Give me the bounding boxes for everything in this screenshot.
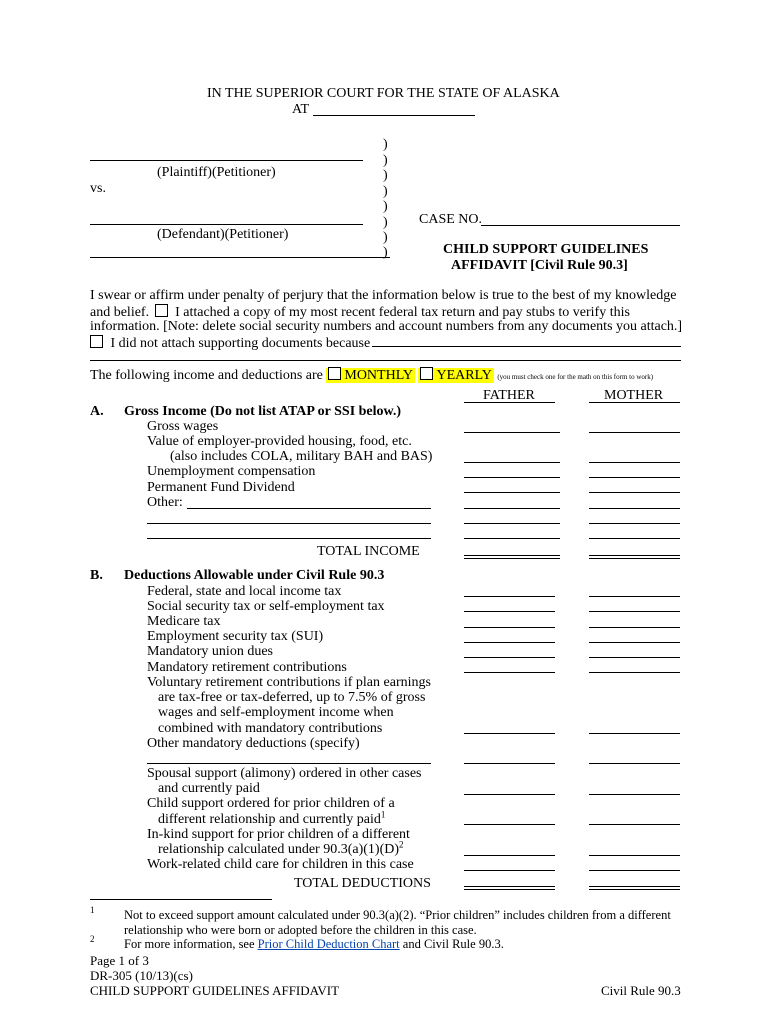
case-no-field[interactable]	[481, 225, 680, 226]
footnote-ref-1: 1	[380, 809, 386, 820]
inkind-support-label: In-kind support for prior children of a different	[147, 827, 410, 842]
father-prior-child-support-field[interactable]	[464, 824, 555, 825]
pfd-label: Permanent Fund Dividend	[147, 480, 295, 495]
prior-child-support-label: Child support ordered for prior children of a	[147, 796, 395, 811]
father-medicare-field[interactable]	[464, 627, 555, 628]
mother-retirement-field[interactable]	[589, 672, 680, 673]
prior-child-deduction-chart-link[interactable]: Prior Child Deduction Chart	[257, 937, 400, 951]
father-spousal-support-field[interactable]	[464, 794, 555, 795]
father-voluntary-retirement-field[interactable]	[464, 733, 555, 734]
caption-paren: )	[383, 153, 388, 168]
form-id: DR-305 (10/13)(cs)	[90, 968, 193, 983]
housing-label: Value of employer-provided housing, food, etc.	[147, 434, 412, 449]
caption-paren: )	[383, 199, 388, 214]
father-total-deductions-field[interactable]	[464, 886, 555, 890]
case-no-label: CASE NO.	[419, 212, 483, 227]
period-lead: The following income and deductions are	[90, 368, 323, 383]
plaintiff-name-field[interactable]	[90, 160, 363, 161]
page-number: Page 1 of 3	[90, 953, 149, 968]
reason-field-continued[interactable]	[90, 360, 681, 361]
union-dues-label: Mandatory union dues	[147, 644, 273, 659]
medicare-label: Medicare tax	[147, 614, 221, 629]
mother-pfd-field[interactable]	[589, 492, 680, 493]
father-header-rule	[464, 402, 555, 403]
mother-prior-child-support-field[interactable]	[589, 824, 680, 825]
father-other-mandatory-field[interactable]	[464, 763, 555, 764]
oath-line2-prefix: and belief.	[90, 305, 150, 320]
mother-union-dues-field[interactable]	[589, 657, 680, 658]
father-other-3-field[interactable]	[464, 538, 560, 539]
defendant-name-field[interactable]	[90, 224, 363, 225]
mother-other-mandatory-field[interactable]	[589, 763, 680, 764]
voluntary-retirement-label: are tax-free or tax-deferred, up to 7.5% of gross	[158, 690, 426, 705]
father-total-income-field[interactable]	[464, 555, 560, 559]
other-mandatory-label: Other mandatory deductions (specify)	[147, 736, 360, 751]
footnote-2-text: For more information, see Prior Child Deduction Chart and Civil Rule 90.3.	[124, 937, 504, 951]
other-income-desc-1[interactable]	[187, 508, 431, 509]
attached-checkbox[interactable]	[155, 304, 168, 317]
mother-sui-field[interactable]	[589, 642, 680, 643]
mother-total-income-field[interactable]	[589, 555, 680, 559]
form-title-line2: AFFIDAVIT [Civil Rule 90.3]	[451, 258, 628, 273]
total-income-label: TOTAL INCOME	[317, 544, 420, 559]
civil-rule: Civil Rule 90.3	[601, 983, 681, 998]
monthly-label: MONTHLY	[344, 368, 413, 383]
mother-ss-tax-field[interactable]	[589, 611, 680, 612]
caption-paren: )	[383, 168, 388, 183]
other-mandatory-desc[interactable]	[147, 763, 431, 764]
form-title-line1: CHILD SUPPORT GUIDELINES	[443, 242, 649, 257]
reason-field[interactable]	[372, 346, 681, 347]
other-income-desc-3[interactable]	[147, 538, 431, 539]
father-sui-field[interactable]	[464, 642, 555, 643]
mother-other-3-field[interactable]	[589, 538, 680, 539]
period-row	[90, 367, 653, 383]
yearly-label: YEARLY	[436, 368, 492, 383]
caption-paren: )	[383, 245, 388, 260]
father-housing-field[interactable]	[464, 462, 560, 463]
father-retirement-field[interactable]	[464, 672, 555, 673]
father-gross-wages-field[interactable]	[464, 432, 560, 433]
income-tax-label: Federal, state and local income tax	[147, 584, 342, 599]
plaintiff-label: (Plaintiff)(Petitioner)	[157, 165, 276, 180]
section-b-letter: B.	[90, 568, 103, 583]
unemployment-label: Unemployment compensation	[147, 464, 316, 479]
period-note: (you must check one for the math on this form to work)	[497, 373, 654, 381]
footnote-1-text: relationship who were born or adopted before the children in this case.	[124, 923, 477, 937]
mother-medicare-field[interactable]	[589, 627, 680, 628]
oath-line2-rest: I attached a copy of my most recent federal tax return and pay stubs to verify this	[175, 305, 630, 320]
yearly-checkbox[interactable]	[420, 367, 433, 380]
spousal-support-label: Spousal support (alimony) ordered in other cases	[147, 766, 422, 781]
footnote-ref-2: 2	[399, 839, 404, 850]
ss-tax-label: Social security tax or self-employment tax	[147, 599, 385, 614]
footnote-1-number: 1	[90, 905, 95, 915]
section-a-letter: A.	[90, 404, 104, 419]
at-location-field[interactable]	[313, 115, 475, 116]
caption-paren: )	[383, 230, 388, 245]
vs-label: vs.	[90, 181, 106, 196]
father-other-2-field[interactable]	[464, 523, 560, 524]
mother-income-tax-field[interactable]	[589, 596, 680, 597]
voluntary-retirement-label: Voluntary retirement contributions if plan earnings	[147, 675, 431, 690]
caption-paren: )	[383, 137, 388, 152]
caption-paren: )	[383, 184, 388, 199]
oath-line4	[90, 335, 370, 351]
court-title: IN THE SUPERIOR COURT FOR THE STATE OF ALASKA	[207, 86, 560, 101]
mother-other-1-field[interactable]	[589, 508, 680, 509]
child-care-label: Work-related child care for children in this case	[147, 857, 414, 872]
defendant-label: (Defendant)(Petitioner)	[157, 227, 289, 242]
other-income-desc-2[interactable]	[147, 523, 431, 524]
mother-child-care-field[interactable]	[589, 870, 680, 871]
inkind-support-label: relationship calculated under $90.3(a)(1)(D)^2$	[158, 839, 404, 857]
housing-sub-label: (also includes COLA, military BAH and BAS)	[170, 449, 433, 464]
mother-unemployment-field[interactable]	[589, 477, 680, 478]
mother-total-deductions-field[interactable]	[589, 886, 680, 890]
footnote-separator	[90, 899, 272, 900]
caption-paren: )	[383, 215, 388, 230]
father-child-care-field[interactable]	[464, 870, 555, 871]
section-a-heading: Gross Income (Do not list ATAP or SSI below.)	[124, 404, 402, 419]
caption-bottom-rule	[90, 257, 390, 258]
father-union-dues-field[interactable]	[464, 657, 555, 658]
other-income-label: Other:	[147, 495, 183, 510]
voluntary-retirement-label: wages and self-employment income when	[158, 705, 394, 720]
mother-column-header: MOTHER	[604, 388, 664, 403]
father-income-tax-field[interactable]	[464, 596, 555, 597]
mother-gross-wages-field[interactable]	[589, 432, 680, 433]
total-deductions-label: TOTAL DEDUCTIONS	[294, 876, 431, 891]
retirement-label: Mandatory retirement contributions	[147, 660, 347, 675]
mother-voluntary-retirement-field[interactable]	[589, 733, 680, 734]
monthly-checkbox[interactable]	[328, 367, 341, 380]
form-name: CHILD SUPPORT GUIDELINES AFFIDAVIT	[90, 983, 340, 998]
at-label: AT	[292, 102, 310, 117]
gross-wages-label: Gross wages	[147, 419, 219, 434]
mother-other-2-field[interactable]	[589, 523, 680, 524]
father-other-1-field[interactable]	[464, 508, 560, 509]
father-pfd-field[interactable]	[464, 492, 560, 493]
father-ss-tax-field[interactable]	[464, 611, 555, 612]
father-unemployment-field[interactable]	[464, 477, 560, 478]
footnote-1-text: Not to exceed support amount calculated under 90.3(a)(2). “Prior children” includes children from a different	[124, 908, 671, 922]
footnote-2-number: 2	[90, 934, 95, 944]
section-b-heading: Deductions Allowable under Civil Rule 90.3	[124, 568, 385, 583]
mother-housing-field[interactable]	[589, 462, 680, 463]
voluntary-retirement-label: combined with mandatory contributions	[158, 721, 383, 736]
father-column-header: FATHER	[483, 388, 535, 403]
oath-line2	[90, 304, 630, 320]
oath-line1: I swear or affirm under penalty of perjury that the information below is true to the best of my knowledge	[90, 288, 677, 303]
father-inkind-support-field[interactable]	[464, 855, 555, 856]
mother-inkind-support-field[interactable]	[589, 855, 680, 856]
prior-child-support-label: different relationship and currently paid$^1$	[158, 809, 386, 827]
spousal-support-label: and currently paid	[158, 781, 260, 796]
oath-line3: information. [Note: delete social security numbers and account numbers from any documents you attach.]	[90, 319, 683, 334]
mother-spousal-support-field[interactable]	[589, 794, 680, 795]
sui-label: Employment security tax (SUI)	[147, 629, 324, 644]
mother-header-rule	[589, 402, 680, 403]
not-attached-checkbox[interactable]	[90, 335, 103, 348]
not-attached-label: I did not attach supporting documents because	[110, 336, 371, 351]
